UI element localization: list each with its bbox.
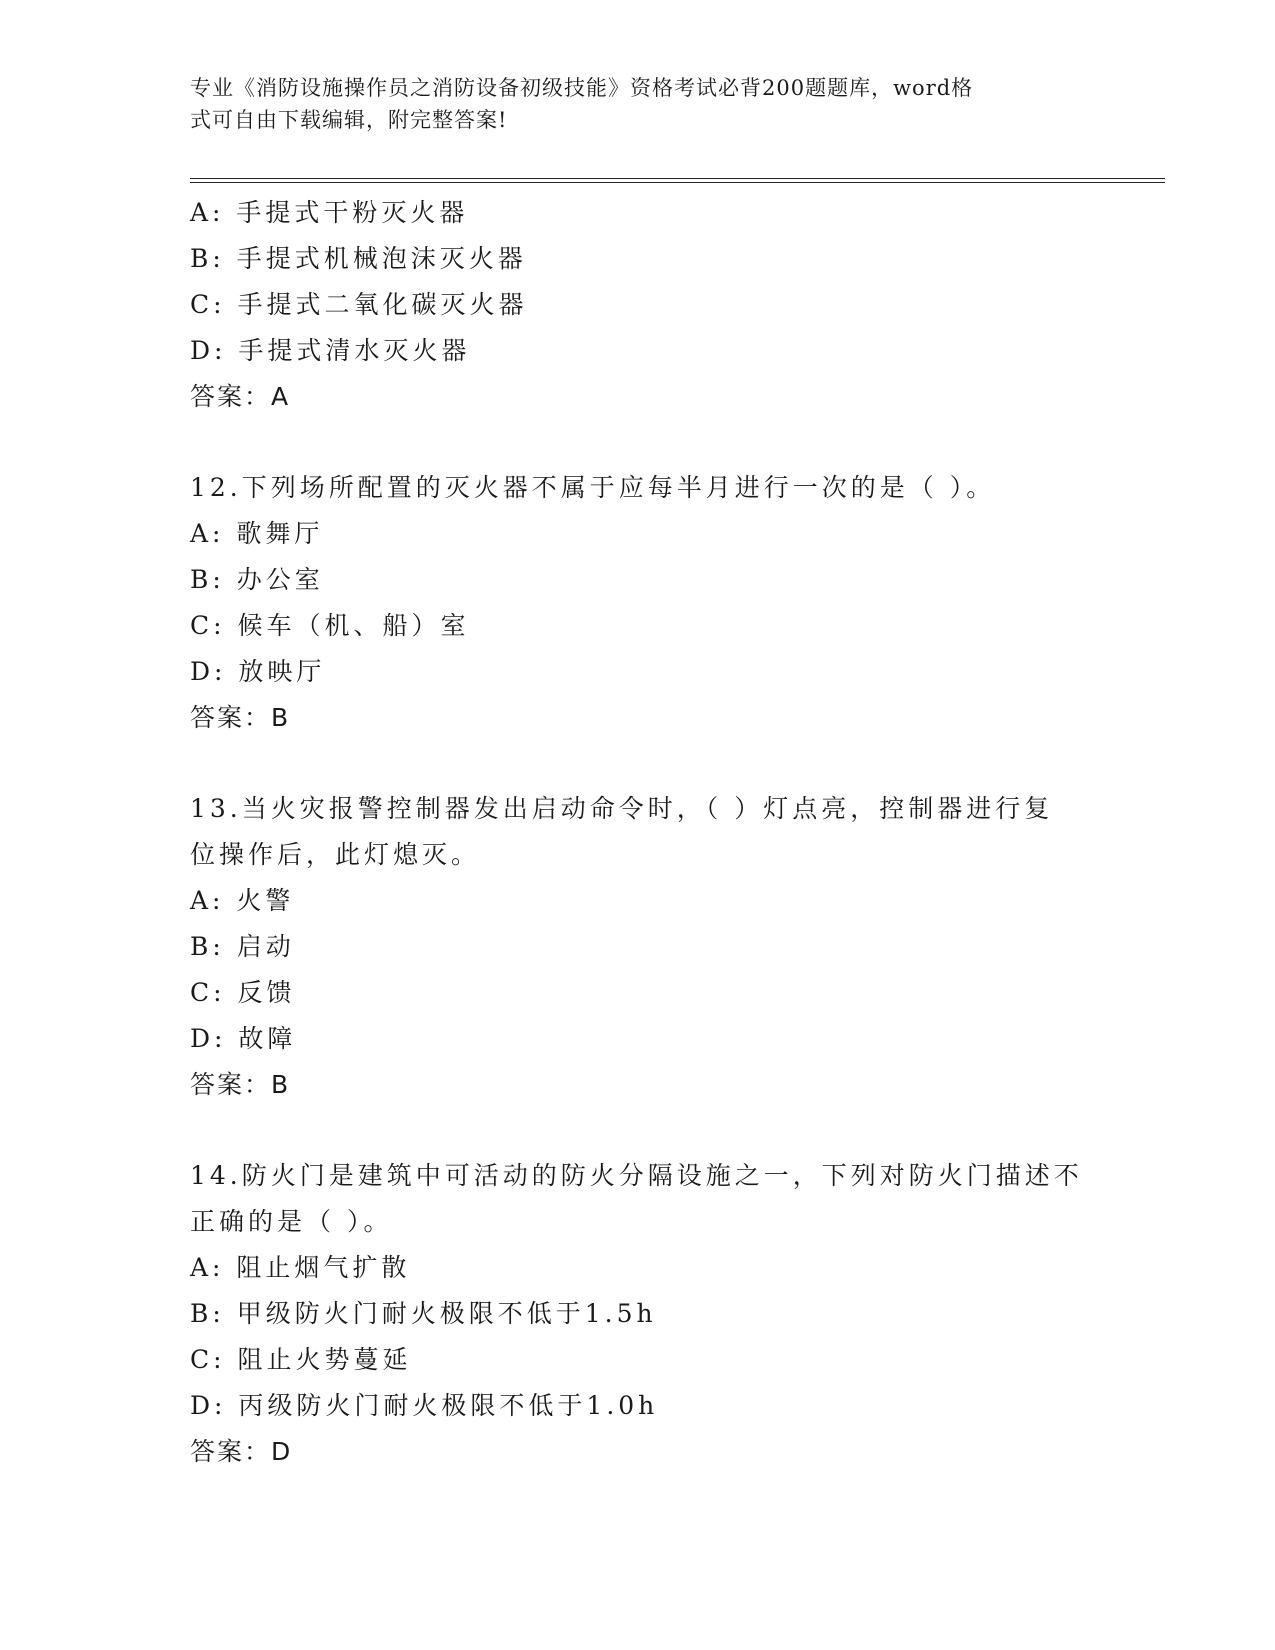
option-c: C: 阻止火势蔓延 <box>190 1345 412 1374</box>
header-line-1: 专业《消防设施操作员之消防设备初级技能》资格考试必背200题题库，word格 <box>190 76 974 100</box>
answer: 答案：A <box>190 382 291 411</box>
question-block-13 <box>190 786 1090 1108</box>
option-d: D: 手提式清水灭火器 <box>190 336 471 365</box>
spacer <box>190 741 1090 786</box>
answer: 答案：B <box>190 1070 291 1099</box>
question-text: 12.下列场所配置的灭火器不属于应每半月进行一次的是（ ）。 <box>190 473 996 502</box>
question-block-11 <box>190 190 1090 420</box>
question-block-14 <box>190 1153 1090 1475</box>
question-block-12 <box>190 465 1090 741</box>
option-d: D: 丙级防火门耐火极限不低于1.0h <box>190 1391 659 1420</box>
question-list <box>190 190 1090 1475</box>
option-a: A: 歌舞厅 <box>190 519 324 548</box>
option-c: C: 手提式二氧化碳灭火器 <box>190 290 528 319</box>
option-c: C: 候车（机、船）室 <box>190 611 470 640</box>
question-text: 14.防火门是建筑中可活动的防火分隔设施之一，下列对防火门描述不 <box>190 1161 1083 1190</box>
option-a: A: 火警 <box>190 886 295 915</box>
option-c: C: 反馈 <box>190 978 296 1007</box>
option-b: B: 启动 <box>190 932 295 961</box>
option-b: B: 办公室 <box>190 565 324 594</box>
header-divider <box>190 178 1165 183</box>
question-text-continued: 位操作后，此灯熄灭。 <box>190 840 481 869</box>
answer: 答案：B <box>190 703 291 732</box>
option-a: A: 手提式干粉灭火器 <box>190 198 469 227</box>
option-b: B: 手提式机械泡沫灭火器 <box>190 244 527 273</box>
option-a: A: 阻止烟气扩散 <box>190 1253 411 1282</box>
question-text: 13.当火灾报警控制器发出启动命令时，（ ）灯点亮，控制器进行复 <box>190 794 1054 823</box>
answer: 答案：D <box>190 1437 293 1466</box>
header-line-2: 式可自由下载编辑，附完整答案! <box>190 108 508 132</box>
option-d: D: 放映厅 <box>190 657 326 686</box>
question-text-continued: 正确的是（ ）。 <box>190 1207 393 1236</box>
option-d: D: 故障 <box>190 1024 297 1053</box>
document-header <box>190 72 1070 136</box>
option-b: B: 甲级防火门耐火极限不低于1.5h <box>190 1299 657 1328</box>
spacer <box>190 1108 1090 1153</box>
spacer <box>190 420 1090 465</box>
